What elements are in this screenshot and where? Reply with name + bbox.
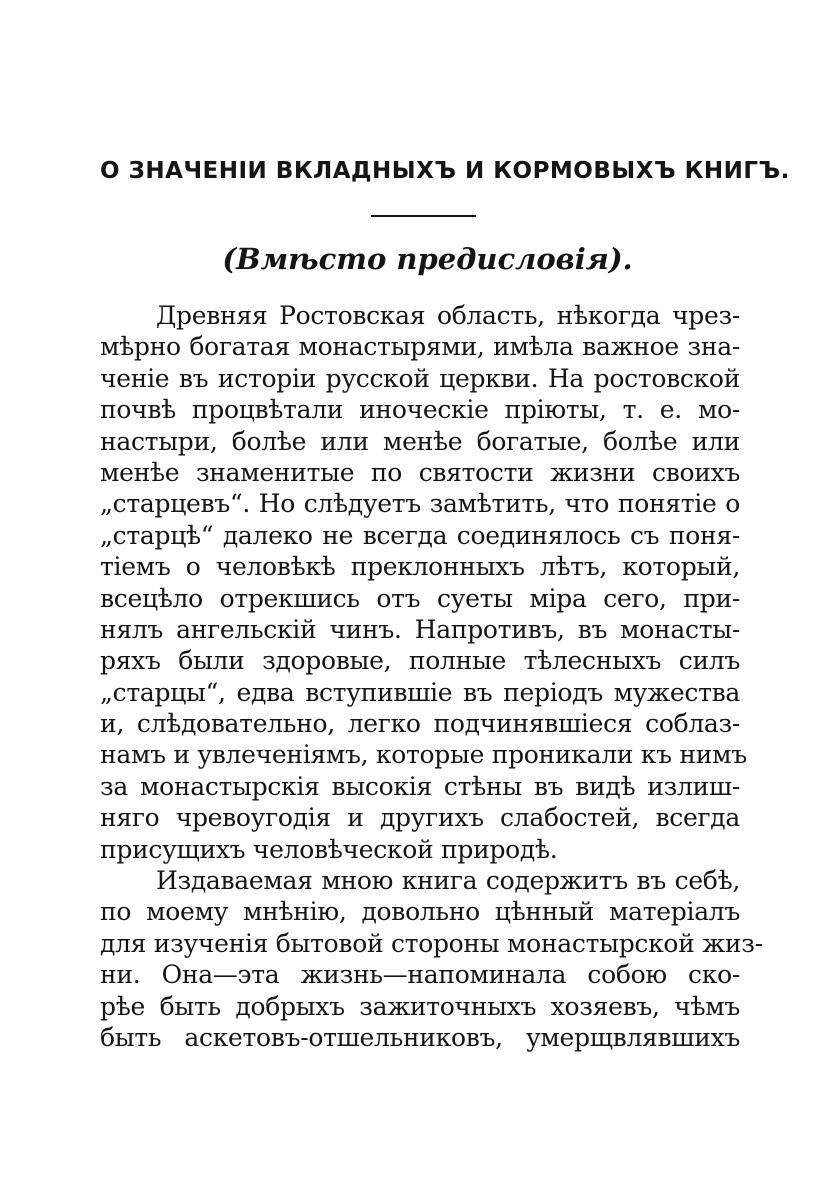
text-line: нялъ ангельскій чинъ. Напротивъ, въ монасты- (100, 614, 740, 644)
text-line: ченіе въ исторіи русской церкви. На ростовской (100, 363, 740, 393)
text-line: „старцѣ“ далеко не всегда соединялось съ поня- (100, 520, 740, 550)
text-line: настыри, болѣе или менѣе богатые, болѣе или (100, 426, 740, 456)
text-line: за монастырскія высокія стѣны въ видѣ излиш- (100, 771, 740, 801)
chapter-title: О ЗНАЧЕНІИ ВКЛАДНЫХЪ И КОРМОВЫХЪ КНИГЪ. (100, 158, 790, 184)
title-divider (371, 215, 476, 217)
text-line: ни. Она—эта жизнь—напоминала собою ско- (100, 960, 740, 990)
chapter-subtitle: (Вмѣсто предисловія). (222, 242, 633, 276)
text-line: няго чревоугодія и другихъ слабостей, всегда (100, 803, 740, 833)
paragraph-2 (100, 865, 763, 1053)
text-line: для изученія бытовой стороны монастырской жиз- (100, 928, 763, 958)
text-line: ряхъ были здоровые, полные тѣлесныхъ силъ (100, 646, 740, 676)
body-text (100, 300, 763, 1053)
text-line: по моему мнѣнію, довольно цѣнный матеріалъ (100, 897, 740, 927)
text-line: и, слѣдовательно, легко подчинявшіеся соблаз- (100, 709, 740, 739)
text-line: мѣрно богатая монастырями, имѣла важное зна- (100, 332, 740, 362)
text-line: рѣе быть добрыхъ зажиточныхъ хозяевъ, чѣмъ (100, 991, 740, 1021)
text-line: присущихъ человѣческой природѣ. (100, 834, 558, 864)
paragraph-1 (100, 300, 747, 865)
text-line: намъ и увлеченіямъ, которые проникали къ нимъ (100, 740, 747, 770)
text-line: быть аскетовъ-отшельниковъ, умерщвлявшихъ (100, 1022, 740, 1052)
text-line: Древняя Ростовская область, нѣкогда чрез- (156, 301, 740, 330)
text-line: всецѣло отрекшись отъ суеты міра сего, при- (100, 583, 740, 613)
text-line: „старцевъ“. Но слѣдуетъ замѣтить, что понятіе о (100, 489, 740, 519)
text-line: почвѣ процвѣтали иноческіе пріюты, т. е. мо- (100, 395, 740, 425)
text-line: Издаваемая мною книга содержитъ въ себѣ, (156, 866, 740, 896)
text-line: тіемъ о человѣкѣ преклонныхъ лѣтъ, который, (100, 552, 740, 582)
text-line: менѣе знаменитые по святости жизни своихъ (100, 457, 740, 487)
text-line: „старцы“, едва вступившіе въ періодъ мужества (100, 677, 740, 707)
